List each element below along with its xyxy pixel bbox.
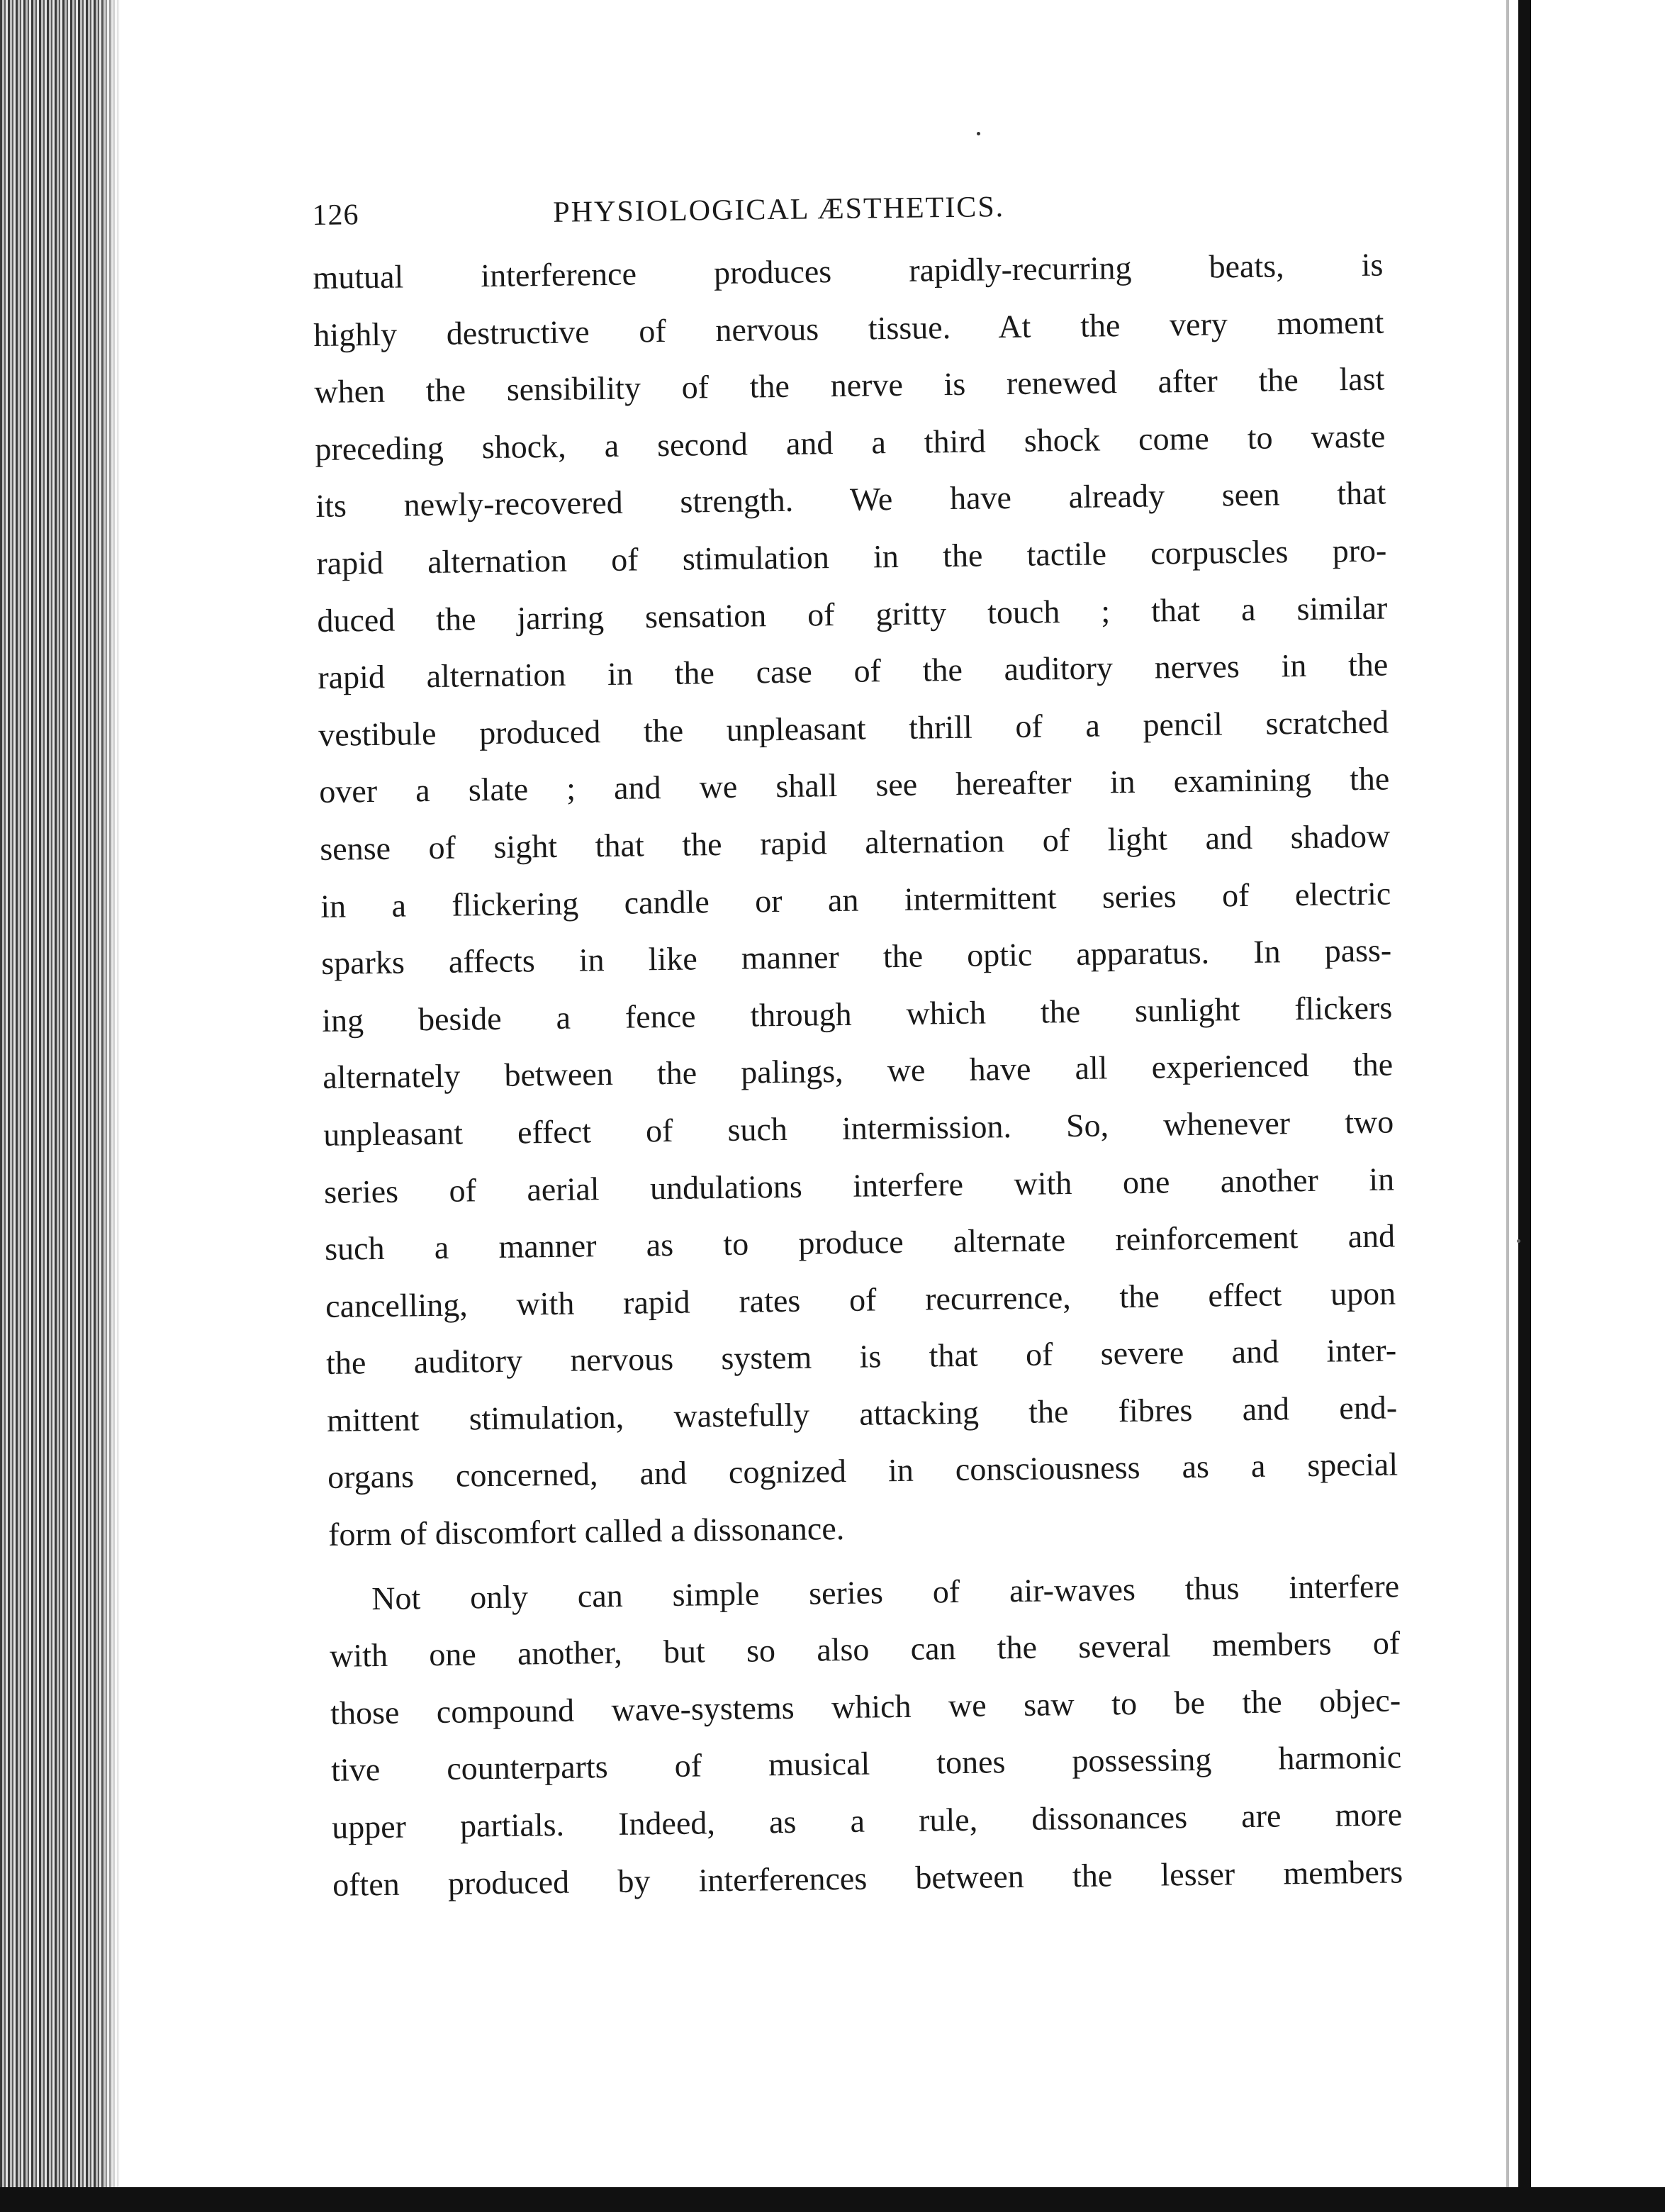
text-line: highly destructive of nervous tissue. At the very moment xyxy=(313,303,1384,353)
text-line: organs concerned, and cognized in consciousness as a special xyxy=(327,1446,1398,1496)
paragraph-1 xyxy=(313,237,1399,1564)
scan-border-bottom xyxy=(0,2187,1665,2212)
scan-speck xyxy=(1517,1239,1520,1243)
text-line: cancelling, with rapid rates of recurrence, the effect upon xyxy=(325,1275,1396,1324)
text-line: ing beside a fence through which the sunlight flickers xyxy=(321,989,1393,1039)
text-line: upper partials. Indeed, as a rule, dissonances are more xyxy=(331,1796,1403,1845)
scan-speck xyxy=(977,132,980,135)
text-line: when the sensibility of the nerve is renewed after the last xyxy=(314,360,1385,410)
text-line: mutual interference produces rapidly-recurring beats, is xyxy=(313,246,1384,296)
body-text xyxy=(313,237,1403,1914)
text-line: preceding shock, a second and a third shock come to waste xyxy=(315,418,1386,467)
paragraph-2 xyxy=(329,1558,1403,1914)
scan-border-right xyxy=(1518,0,1531,2187)
text-line: tive counterparts of musical tones possessing harmonic xyxy=(330,1738,1402,1789)
text-line: duced the jarring sensation of gritty touch ; that a similar xyxy=(317,589,1388,639)
text-line: its newly-recovered strength. We have already seen that xyxy=(315,474,1386,525)
text-line: unpleasant effect of such intermission. So, whenever two xyxy=(323,1103,1394,1153)
running-head xyxy=(312,179,1383,241)
text-line: often produced by interferences between the lesser members xyxy=(332,1853,1403,1903)
text-line: in a flickering candle or an intermittent series of electric xyxy=(320,875,1391,925)
text-line: such a manner as to produce alternate reinforcement and xyxy=(324,1217,1396,1267)
gutter-shadow xyxy=(1506,0,1509,2187)
text-line: rapid alternation in the case of the auditory nerves in the xyxy=(318,646,1389,696)
book-page-edges xyxy=(0,0,120,2212)
page-number: 126 xyxy=(312,199,359,232)
text-line: sparks affects in like manner the optic apparatus. In pass- xyxy=(320,932,1392,982)
text-line: alternately between the palings, we have all experienced the xyxy=(322,1046,1394,1096)
running-title: PHYSIOLOGICAL ÆSTHETICS. xyxy=(553,191,1005,229)
text-line: Not only can simple series of air-waves thus interfere xyxy=(371,1568,1400,1616)
text-line: form of discomfort called a dissonance. xyxy=(327,1510,845,1553)
book-page xyxy=(312,179,1403,1914)
text-line: vestibule produced the unpleasant thrill of a pencil scratched xyxy=(318,703,1389,753)
text-line: mittent stimulation, wastefully attacking the fibres and end- xyxy=(326,1389,1398,1439)
text-line: rapid alternation of stimulation in the tactile corpuscles pro- xyxy=(316,532,1387,581)
text-line: with one another, but so also can the several members of xyxy=(329,1624,1401,1675)
text-line: those compound wave-systems which we saw to be the objec- xyxy=(330,1682,1401,1731)
text-line: sense of sight that the rapid alternation of light and shadow xyxy=(320,817,1391,867)
text-line: over a slate ; and we shall see hereafter in examining the xyxy=(319,760,1390,810)
text-line: series of aerial undulations interfere with one another in xyxy=(323,1160,1395,1210)
text-line: the auditory nervous system is that of severe and inter- xyxy=(325,1331,1397,1382)
